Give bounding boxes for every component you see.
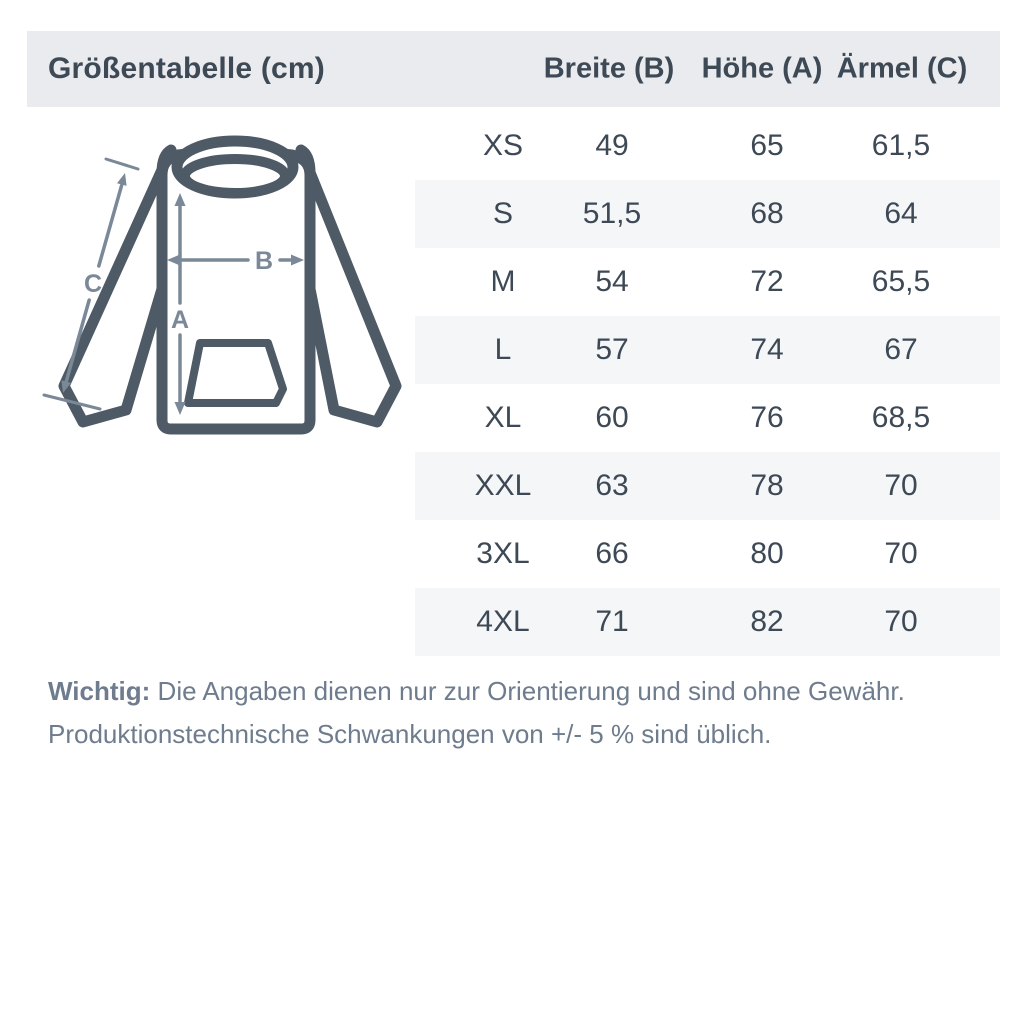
cell-aermel: 70 (884, 469, 918, 502)
cell-size: XL (484, 401, 522, 434)
cell-size: L (494, 333, 512, 366)
disclaimer-line-2: Produktionstechnische Schwankungen von +/- 5 % sind üblich. (48, 719, 772, 749)
page-title: Größentabelle (cm) (48, 52, 325, 85)
hoodie-left-sleeve (64, 150, 171, 422)
table-row-xxl (415, 452, 1000, 520)
cell-size: 4XL (476, 605, 530, 638)
table-row-3xl (415, 520, 1000, 588)
cell-breite: 51,5 (582, 197, 642, 230)
cell-hoehe: 82 (750, 605, 784, 638)
cell-hoehe: 68 (750, 197, 784, 230)
cell-size: 3XL (476, 537, 530, 570)
cell-breite: 71 (595, 605, 629, 638)
hood-inner (185, 159, 285, 193)
table-row-xl (415, 384, 1000, 452)
cell-aermel: 67 (884, 333, 918, 366)
disclaimer-line-1-text: Die Angaben dienen nur zur Orientierung und sind ohne Gewähr. (150, 676, 905, 706)
table-row-4xl (415, 588, 1000, 656)
cell-aermel: 70 (884, 537, 918, 570)
cell-size: M (490, 265, 516, 298)
cell-aermel: 61,5 (871, 129, 931, 162)
hoodie-measurement-diagram (40, 123, 420, 453)
cell-breite: 57 (595, 333, 629, 366)
cell-breite: 60 (595, 401, 629, 434)
cell-hoehe: 80 (750, 537, 784, 570)
disclaimer-note (48, 670, 968, 756)
cell-breite: 63 (595, 469, 629, 502)
disclaimer-line-1 (48, 670, 968, 713)
table-row-s (415, 180, 1000, 248)
cell-hoehe: 74 (750, 333, 784, 366)
column-header-hoehe: Höhe (A) (701, 52, 823, 85)
cell-breite: 54 (595, 265, 629, 298)
cell-hoehe: 72 (750, 265, 784, 298)
table-row-xs (415, 112, 1000, 180)
label-c: C (83, 270, 103, 298)
cell-breite: 49 (595, 129, 629, 162)
column-header-aermel: Ärmel (C) (836, 52, 968, 85)
cell-hoehe: 78 (750, 469, 784, 502)
table-header-bar (27, 31, 1000, 107)
cell-aermel: 68,5 (871, 401, 931, 434)
cell-aermel: 64 (884, 197, 918, 230)
hoodie-pocket (188, 343, 283, 403)
table-row-l (415, 316, 1000, 384)
cell-size: S (492, 197, 514, 230)
size-table (415, 112, 1000, 656)
cell-aermel: 65,5 (871, 265, 931, 298)
cell-size: XS (482, 129, 524, 162)
table-row-m (415, 248, 1000, 316)
cell-hoehe: 65 (750, 129, 784, 162)
label-a: A (170, 306, 190, 334)
cell-size: XXL (474, 469, 532, 502)
disclaimer-important-label: Wichtig: (48, 676, 151, 706)
label-b: B (254, 247, 274, 275)
cell-aermel: 70 (884, 605, 918, 638)
cell-hoehe: 76 (750, 401, 784, 434)
extension-tick-top (106, 159, 138, 169)
column-header-breite: Breite (B) (543, 52, 675, 85)
cell-breite: 66 (595, 537, 629, 570)
